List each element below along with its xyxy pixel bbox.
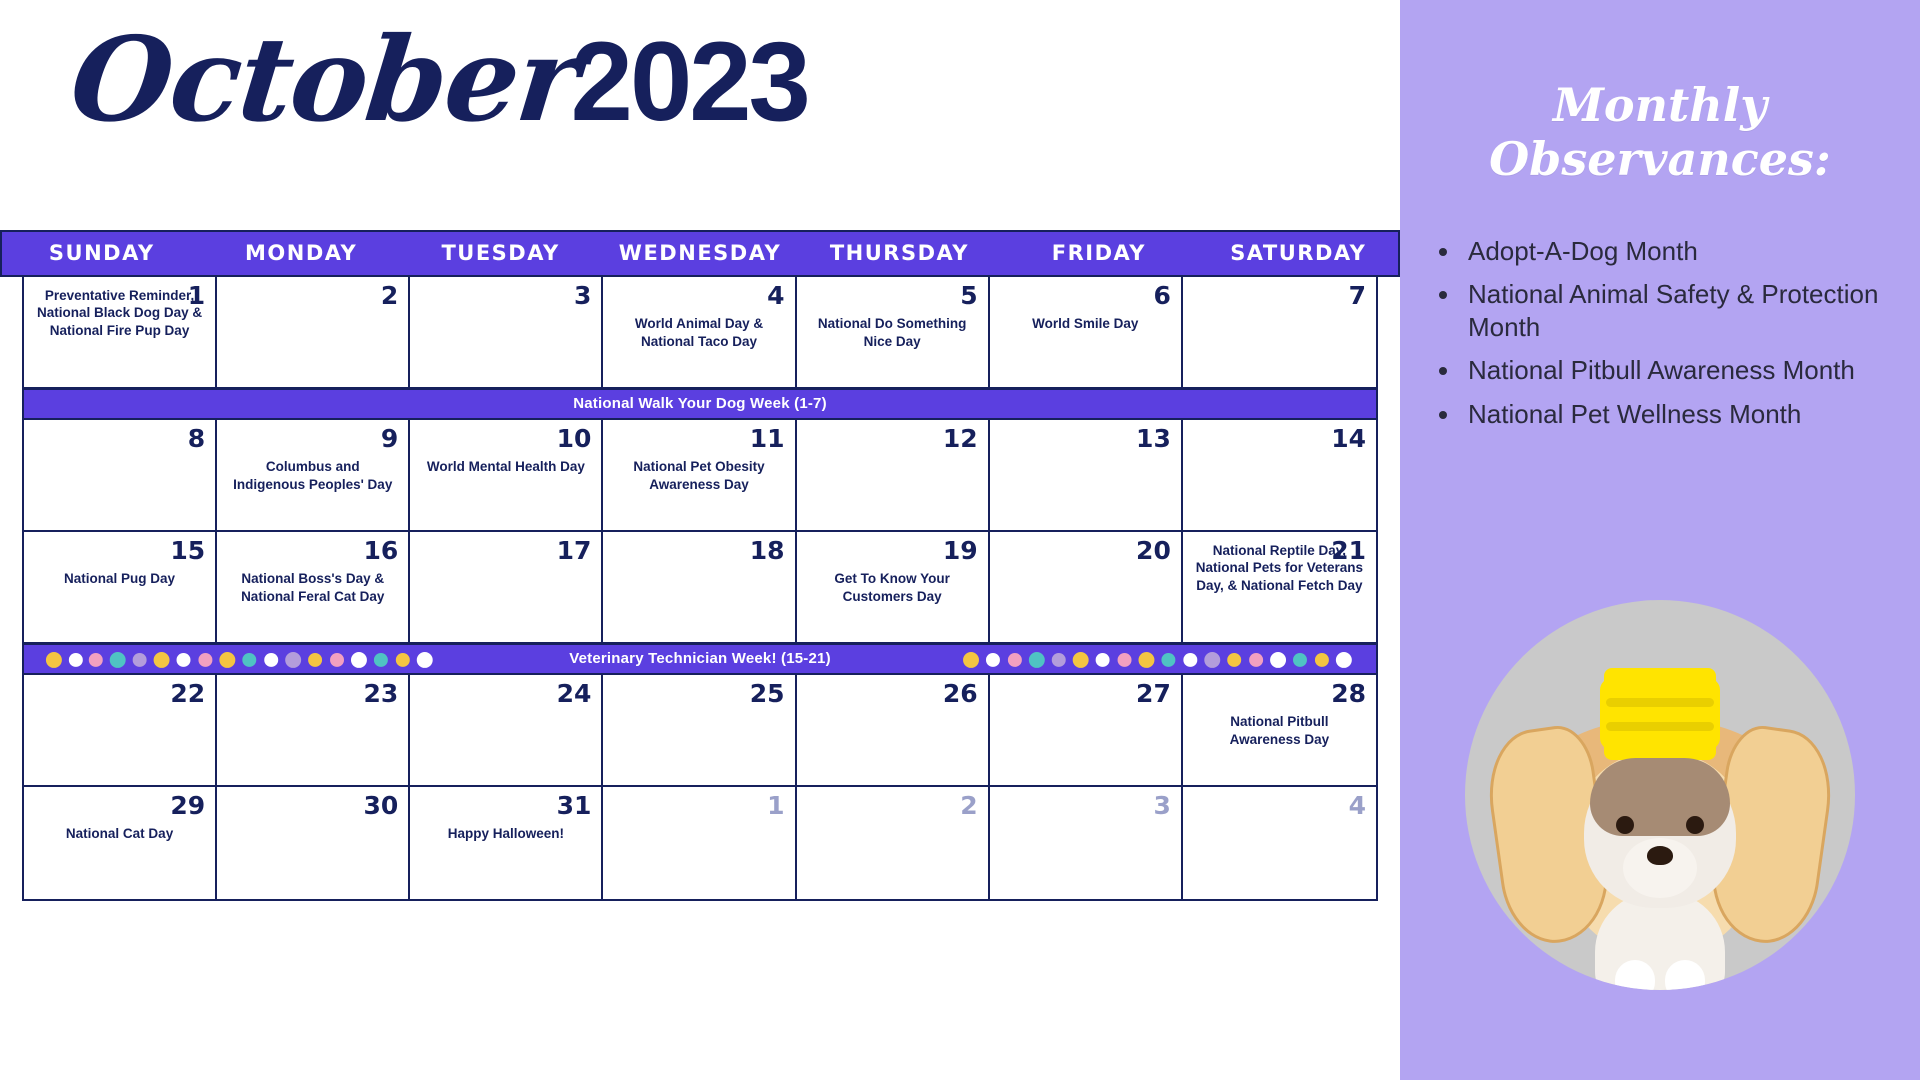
day-event: National Cat Day [65,826,174,842]
day-number: 8 [187,424,206,453]
calendar-week [24,675,1376,787]
day-number: 18 [749,536,785,565]
calendar-week [24,420,1376,532]
day-cell[interactable] [797,532,990,644]
calendar-grid [22,277,1378,901]
year-label: 2023 [570,19,808,144]
day-number: 3 [1153,791,1171,820]
calendar-week [24,532,1376,644]
photo-circle [1465,600,1855,990]
list-item: • Adopt-A-Dog Month [1462,235,1886,268]
day-number: 28 [1331,679,1366,708]
day-event: Happy Halloween! [447,826,564,842]
day-cell[interactable] [410,787,603,899]
day-cell[interactable] [24,277,217,389]
day-cell[interactable] [217,675,410,787]
day-cell[interactable] [1183,277,1376,389]
day-number: 4 [1348,791,1366,820]
day-number: 2 [380,281,399,310]
day-cell[interactable] [603,532,796,644]
observances-list [1462,235,1886,431]
day-cell[interactable] [410,420,603,532]
day-cell[interactable] [217,787,410,899]
day-number: 19 [942,536,978,565]
dow-tuesday: TUESDAY [441,241,560,265]
day-cell[interactable] [797,420,990,532]
day-number: 23 [363,679,399,708]
day-event: Preventative Reminder, National Black Dog Day & National Fire Pup Day [37,288,203,338]
day-number: 13 [1136,424,1171,453]
day-number: 14 [1331,424,1366,453]
dog-nose [1647,846,1673,865]
day-number: 20 [1136,536,1171,565]
sidebar [1400,0,1920,1080]
day-number: 30 [363,791,399,820]
day-cell[interactable] [24,787,217,899]
day-cell[interactable] [990,787,1183,899]
list-item: • National Pet Wellness Month [1462,398,1886,431]
day-number: 21 [1331,536,1366,565]
day-number: 12 [942,424,978,453]
day-event: World Mental Health Day [426,459,585,475]
day-of-week-header [0,230,1400,277]
day-number: 1 [767,791,785,820]
calendar-week [24,787,1376,899]
calendar-week [24,277,1376,389]
list-item: • National Animal Safety & Protection Month [1462,278,1886,345]
day-number: 24 [556,679,592,708]
day-cell[interactable] [797,787,990,899]
day-number: 2 [960,791,978,820]
day-number: 5 [960,281,978,310]
day-cell[interactable] [24,532,217,644]
day-cell[interactable] [217,420,410,532]
day-number: 9 [380,424,399,453]
dog-right-eye [1686,816,1704,834]
day-number: 15 [170,536,206,565]
day-cell[interactable] [990,420,1183,532]
day-number: 4 [767,281,785,310]
day-event: National Do Something Nice Day [817,316,967,349]
week-banner [24,389,1376,420]
day-event: Columbus and Indigenous Peoples' Day [233,459,393,492]
dog-photo [1465,600,1855,990]
day-event: National Pug Day [64,571,176,587]
day-cell[interactable] [603,675,796,787]
week-banner-label: National Walk Your Dog Week (1-7) [573,395,827,412]
day-cell[interactable] [1183,675,1376,787]
day-cell[interactable] [797,675,990,787]
day-cell[interactable] [990,532,1183,644]
week-banner-label: Veterinary Technician Week! (15-21) [569,650,831,667]
day-number: 29 [170,791,206,820]
day-event: Get To Know Your Customers Day [834,571,950,604]
day-cell[interactable] [24,675,217,787]
day-number: 1 [187,281,206,310]
day-event: National Boss's Day & National Feral Cat Day [241,571,385,604]
dow-wednesday: WEDNESDAY [618,241,782,265]
day-number: 26 [942,679,978,708]
day-cell[interactable] [603,420,796,532]
day-number: 6 [1153,281,1171,310]
day-cell[interactable] [410,675,603,787]
day-cell[interactable] [990,277,1183,389]
day-number: 31 [556,791,592,820]
day-event: National Reptile Day, National Pets for Veterans Day, & National Fetch Day [1195,543,1364,593]
day-number: 11 [749,424,785,453]
day-cell[interactable] [24,420,217,532]
month-label: October [64,12,584,148]
day-number: 10 [556,424,592,453]
day-cell[interactable] [410,277,603,389]
day-cell[interactable] [990,675,1183,787]
observances-title-line1: Monthly [1553,78,1767,132]
day-cell[interactable] [797,277,990,389]
dow-friday: FRIDAY [1051,241,1146,265]
day-cell[interactable] [1183,787,1376,899]
dow-thursday: THURSDAY [829,241,969,265]
observances-title [1434,0,1886,187]
day-number: 22 [170,679,206,708]
day-number: 3 [574,281,592,310]
day-cell[interactable] [603,277,796,389]
day-number: 25 [749,679,785,708]
day-number: 7 [1348,281,1366,310]
dog-left-eye [1616,816,1634,834]
day-number: 17 [556,536,592,565]
day-event: World Animal Day & National Taco Day [634,316,764,349]
day-event: National Pitbull Awareness Day [1229,714,1330,747]
week-banner [24,644,1376,675]
dog-head-shape [1584,758,1736,908]
day-number: 16 [363,536,399,565]
dow-monday: MONDAY [245,241,358,265]
day-cell[interactable] [1183,420,1376,532]
day-number: 27 [1136,679,1171,708]
day-cell[interactable] [603,787,796,899]
day-event: National Pet Obesity Awareness Day [633,459,765,492]
day-cell[interactable] [217,277,410,389]
day-cell[interactable] [410,532,603,644]
dow-saturday: SATURDAY [1230,241,1367,265]
day-cell[interactable] [1183,532,1376,644]
day-cell[interactable] [217,532,410,644]
list-item: • National Pitbull Awareness Month [1462,354,1886,387]
observances-title-line2: Observances: [1489,132,1831,187]
dow-sunday: SUNDAY [48,241,155,265]
mustard-hat-shape [1600,678,1720,750]
page-title [0,0,1400,230]
day-event: World Smile Day [1032,316,1139,332]
